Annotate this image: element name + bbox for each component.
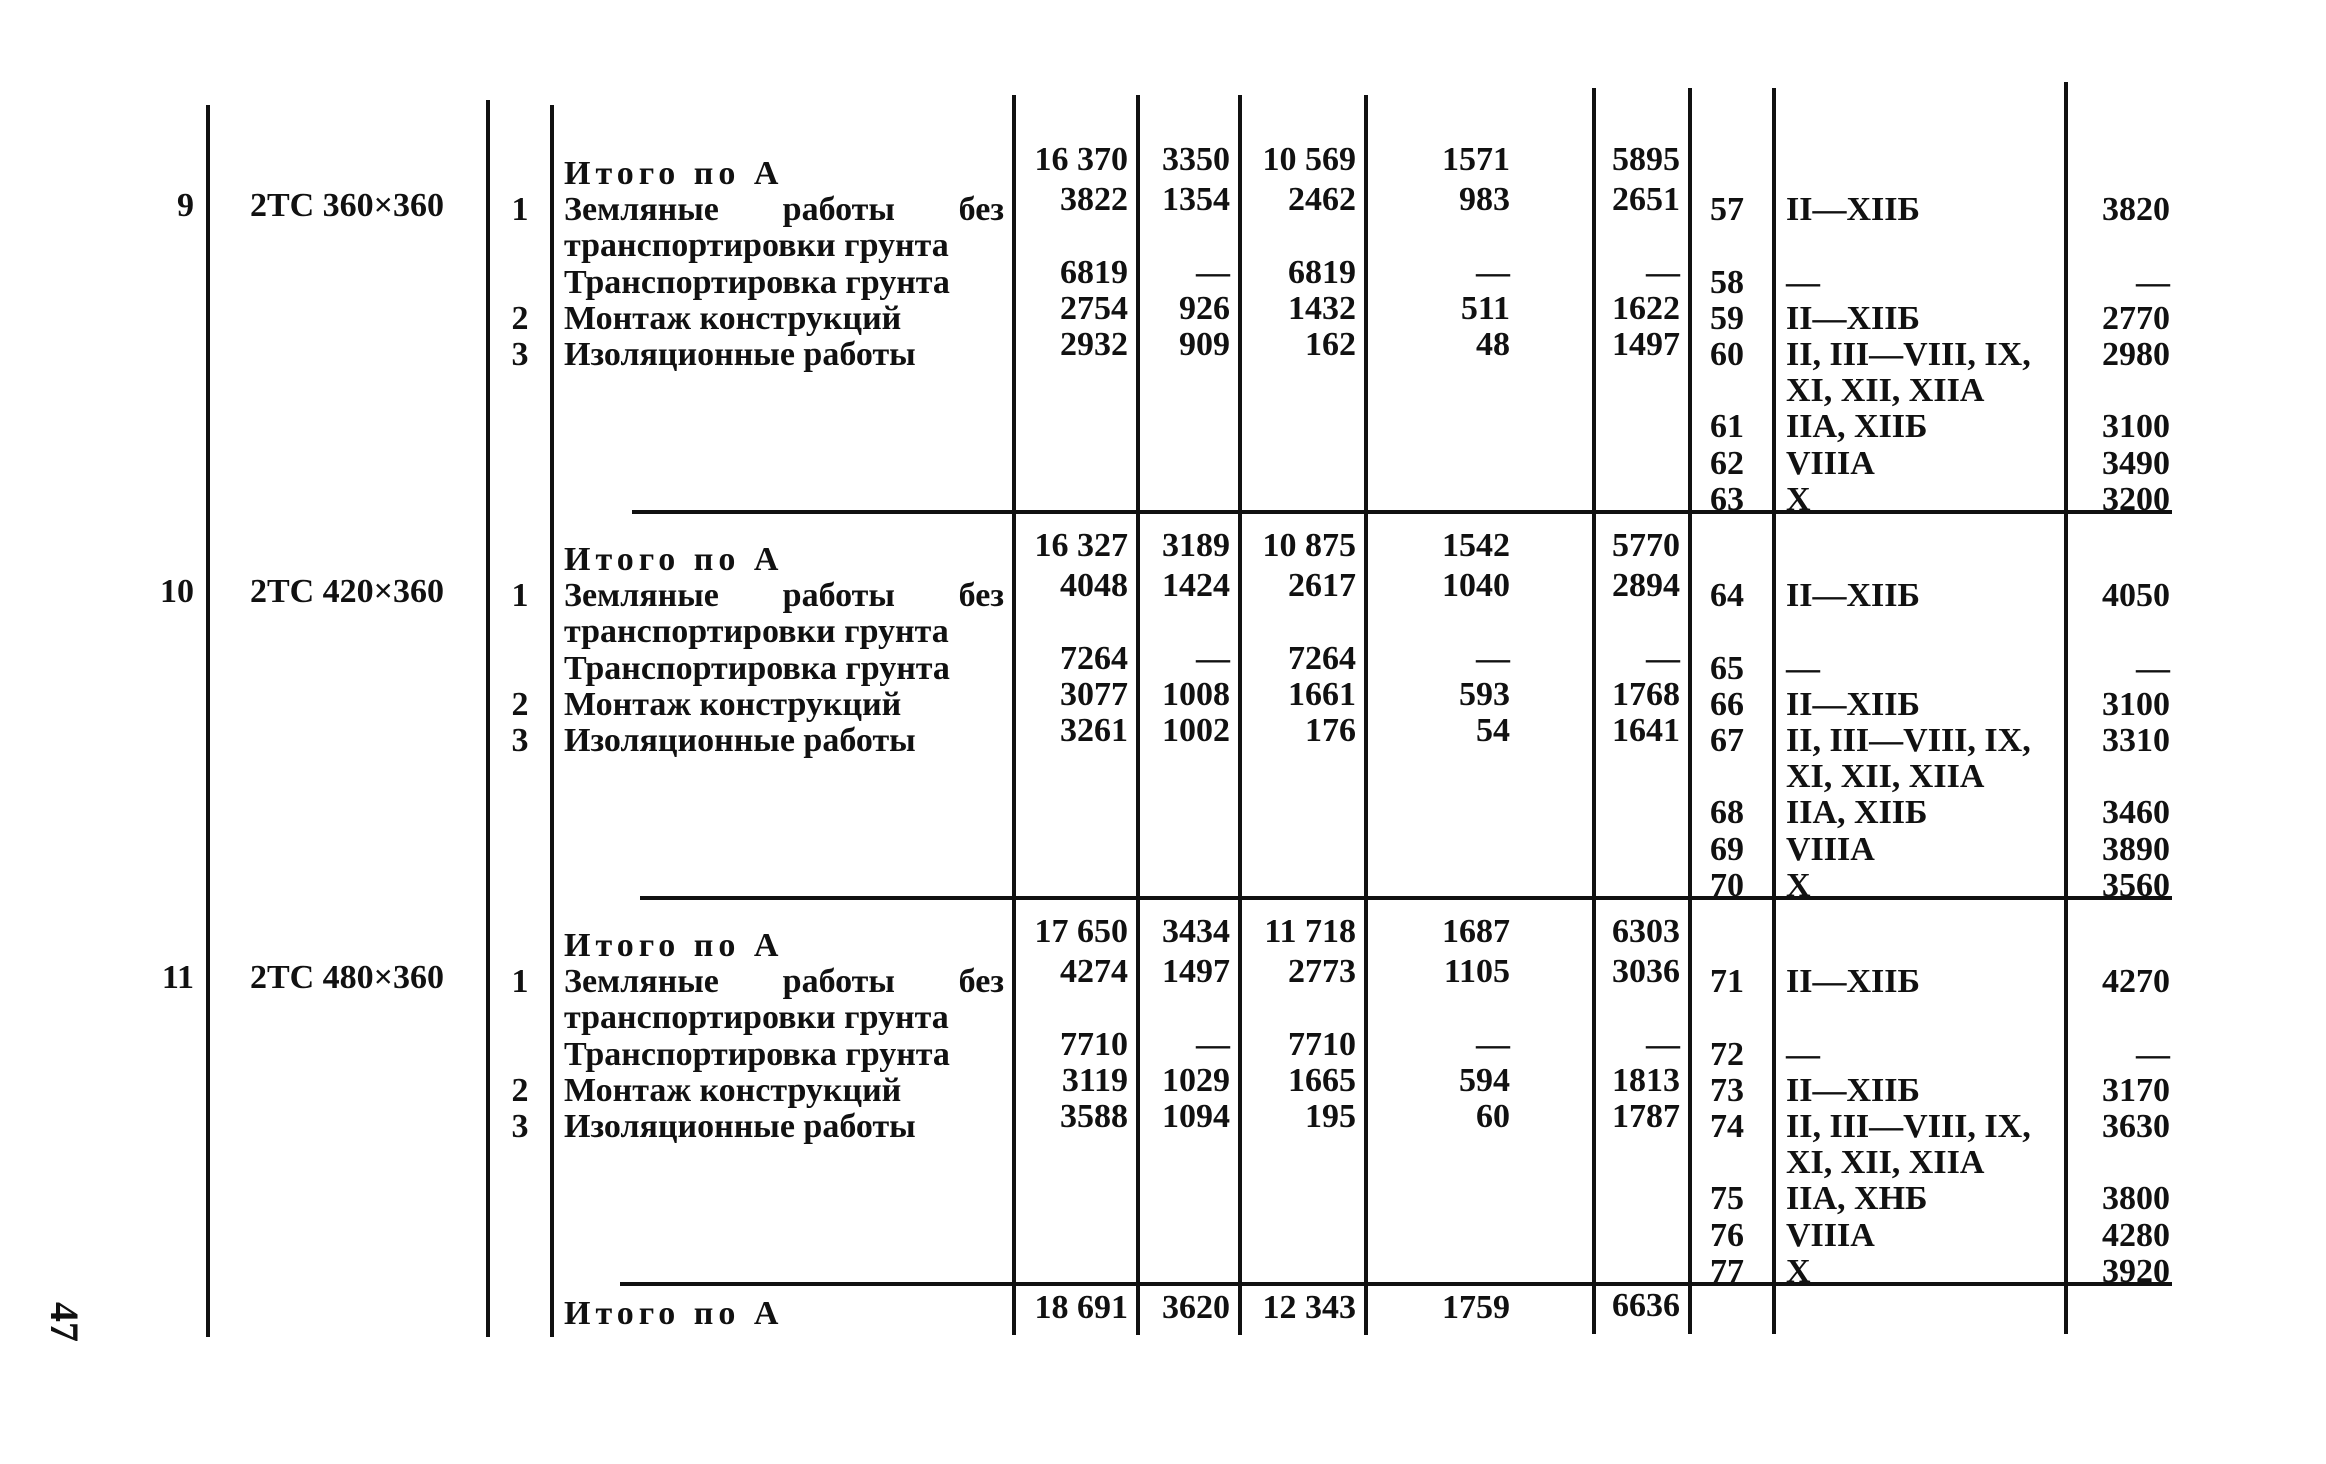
cell-c2: 1029: [1162, 1061, 1230, 1099]
cell-cls: X: [1786, 480, 1811, 518]
cell-c3: 162: [1305, 326, 1356, 363]
cell-val: 3920: [2102, 1252, 2170, 1290]
cell-c5: —: [1646, 253, 1680, 291]
cell-cls: X: [1786, 1252, 1811, 1290]
cell-val: 3630: [2102, 1108, 2170, 1145]
cell-val: —: [2136, 1035, 2170, 1073]
cell-val: 3460: [2102, 794, 2170, 832]
cell-val: 2980: [2102, 336, 2170, 373]
cell-c1: 3261: [1060, 712, 1128, 749]
cell-c3: 7264: [1288, 639, 1356, 677]
cell-val: 3490: [2102, 444, 2170, 482]
cell-cls: —: [1786, 1035, 1820, 1073]
cell-c1: 2932: [1060, 326, 1128, 363]
cell-c4: —: [1476, 253, 1510, 291]
cell-code: 67: [1710, 722, 1744, 759]
final-total-c5: 6636: [1612, 1287, 1680, 1324]
cell-c5: 1787: [1612, 1098, 1680, 1135]
cell-val: 3560: [2102, 866, 2170, 904]
cell-c2: —: [1196, 253, 1230, 291]
cell-cls: IIA, XHБ: [1786, 1180, 1928, 1218]
cell-c4: 1687: [1442, 913, 1510, 950]
cell-cls: —: [1786, 649, 1820, 687]
final-total-c4: 1759: [1442, 1289, 1510, 1326]
cell-c2: 1002: [1162, 712, 1230, 749]
cell-c2: 3434: [1162, 913, 1230, 950]
cell-code: 71: [1710, 963, 1744, 1001]
cell-code: 75: [1710, 1180, 1744, 1218]
cell-code: 74: [1710, 1108, 1744, 1145]
cell-c2: 3189: [1162, 527, 1230, 564]
cell-name: Транспортировка грунта: [564, 263, 950, 301]
cell-val: 3200: [2102, 480, 2170, 518]
cell-val: 4280: [2102, 1216, 2170, 1254]
cell-c3: 6819: [1288, 253, 1356, 291]
cell-c2: 926: [1179, 289, 1230, 327]
cell-cls: X: [1786, 866, 1811, 904]
cell-c4: 60: [1476, 1098, 1510, 1135]
cell-num: 2: [511, 1071, 529, 1109]
table-rule: [550, 105, 554, 1337]
cell-c1: 6819: [1060, 253, 1128, 291]
cell-num: 3: [511, 1108, 529, 1145]
cell-c5: 1622: [1612, 289, 1680, 327]
final-total-c3: 12 343: [1262, 1289, 1356, 1326]
cell-name: транспортировки грунта: [564, 999, 949, 1037]
cell-c5: 2894: [1612, 567, 1680, 605]
final-total-c2: 3620: [1162, 1289, 1230, 1326]
cell-c4: 594: [1459, 1061, 1510, 1099]
cell-code: 64: [1710, 577, 1744, 615]
cell-c3: 1661: [1288, 675, 1356, 713]
cell-code: 57: [1710, 191, 1744, 229]
cell-c1: 3119: [1061, 1061, 1128, 1099]
cell-num: 1: [511, 577, 529, 615]
cell-c5: 5895: [1612, 141, 1680, 178]
cell-name: Земляные работы без: [564, 577, 1004, 615]
cell-c3: 2462: [1288, 181, 1356, 219]
cell-c1: 4274: [1060, 953, 1128, 991]
cell-cls: II—XIIБ: [1786, 191, 1920, 229]
cell-c1: 16 327: [1034, 527, 1128, 564]
cell-c5: —: [1646, 1025, 1680, 1063]
cell-val: 3890: [2102, 830, 2170, 868]
cell-name: Итого по А: [564, 155, 784, 192]
cell-c5: 1768: [1612, 675, 1680, 713]
cell-name: Монтаж конструкций: [564, 685, 902, 723]
cell-c4: 511: [1460, 289, 1510, 327]
cell-code: 65: [1710, 649, 1744, 687]
cell-cls: VIIIA: [1786, 830, 1875, 868]
cell-c4: 983: [1459, 181, 1510, 219]
cell-cls: XI, XII, XIIA: [1786, 372, 1985, 410]
cell-name: Итого по А: [564, 541, 784, 578]
page-number: 47: [42, 1302, 87, 1342]
cell-c2: 1008: [1162, 675, 1230, 713]
cell-name: Земляные работы без: [564, 191, 1004, 229]
cell-code: 61: [1710, 408, 1744, 446]
cell-cls: II—XIIБ: [1786, 1071, 1920, 1109]
cell-num: 3: [511, 722, 529, 759]
final-total-c1: 18 691: [1034, 1289, 1128, 1326]
final-total-label: Итого по А: [564, 1295, 784, 1332]
cell-name: Транспортировка грунта: [564, 649, 950, 687]
group-number: 11: [161, 959, 194, 996]
cell-c3: 2617: [1288, 567, 1356, 605]
cell-name: Транспортировка грунта: [564, 1035, 950, 1073]
cell-c3: 195: [1305, 1098, 1356, 1135]
cell-val: —: [2136, 649, 2170, 687]
cell-code: 76: [1710, 1216, 1744, 1254]
cell-cls: II—XIIБ: [1786, 299, 1920, 337]
cell-cls: IIA, XIIБ: [1786, 794, 1928, 832]
cell-name: Итого по А: [564, 927, 784, 964]
cell-c5: 6303: [1612, 913, 1680, 950]
cell-cls: IIA, XIIБ: [1786, 408, 1928, 446]
cell-code: 66: [1710, 685, 1744, 723]
cell-c1: 3077: [1060, 675, 1128, 713]
cell-c5: 3036: [1612, 953, 1680, 991]
cell-val: —: [2136, 263, 2170, 301]
cell-val: 2770: [2102, 299, 2170, 337]
cell-num: 3: [511, 336, 529, 373]
cell-c3: 176: [1305, 712, 1356, 749]
cell-c4: 1040: [1442, 567, 1510, 605]
cell-val: 3820: [2102, 191, 2170, 229]
table-rule: [486, 100, 490, 1337]
cell-code: 69: [1710, 830, 1744, 868]
cell-c3: 10 569: [1262, 141, 1356, 178]
group-type: 2ТС 420×360: [249, 573, 445, 610]
cell-c1: 17 650: [1034, 913, 1128, 950]
cell-name: транспортировки грунта: [564, 613, 949, 651]
cell-c5: 1813: [1612, 1061, 1680, 1099]
cell-name: Изоляционные работы: [564, 1108, 916, 1145]
cell-val: 3100: [2102, 408, 2170, 446]
cell-c5: 1641: [1612, 712, 1680, 749]
cell-c2: —: [1196, 639, 1230, 677]
cell-num: 2: [511, 299, 529, 337]
cell-c4: 593: [1459, 675, 1510, 713]
cell-name: Монтаж конструкций: [564, 299, 902, 337]
cell-val: 3100: [2102, 685, 2170, 723]
cell-name: Изоляционные работы: [564, 722, 916, 759]
group-type: 2ТС 360×360: [249, 187, 445, 224]
cell-c1: 3822: [1060, 181, 1128, 219]
cell-c5: 1497: [1612, 326, 1680, 363]
cell-c4: 48: [1476, 326, 1510, 363]
cell-c3: 10 875: [1262, 527, 1356, 564]
cell-c2: 1497: [1162, 953, 1230, 991]
cell-cls: VIIIA: [1786, 444, 1875, 482]
cell-name: Монтаж конструкций: [564, 1071, 902, 1109]
cell-c4: 1571: [1442, 141, 1510, 178]
cell-c2: 909: [1179, 326, 1230, 363]
cell-cls: VIIIA: [1786, 1216, 1875, 1254]
cell-cls: II, III—VIII, IX,: [1786, 1108, 2031, 1145]
table-rule: [1772, 88, 1776, 1334]
cell-num: 1: [511, 191, 529, 229]
table-rule: [206, 105, 210, 1337]
cell-val: 4050: [2102, 577, 2170, 615]
cell-c3: 1432: [1288, 289, 1356, 327]
group-number: 10: [160, 573, 194, 610]
cell-c2: 1094: [1162, 1098, 1230, 1135]
cell-cls: II—XIIБ: [1786, 577, 1920, 615]
cell-cls: XI, XII, XIIA: [1786, 758, 1985, 796]
cell-code: 68: [1710, 794, 1744, 832]
table-rule: [1364, 95, 1368, 1335]
cell-c1: 7710: [1060, 1025, 1128, 1063]
cell-name: Земляные работы без: [564, 963, 1004, 1001]
cell-c1: 2754: [1060, 289, 1128, 327]
cell-cls: XI, XII, XIIA: [1786, 1144, 1985, 1182]
cell-name: Изоляционные работы: [564, 336, 916, 373]
cell-c2: 3350: [1162, 141, 1230, 178]
cell-code: 63: [1710, 480, 1744, 518]
cell-code: 58: [1710, 263, 1744, 301]
cell-c1: 3588: [1060, 1098, 1128, 1135]
cell-c4: 1105: [1443, 953, 1510, 991]
cell-c3: 2773: [1288, 953, 1356, 991]
cell-code: 73: [1710, 1071, 1744, 1109]
cell-cls: —: [1786, 263, 1820, 301]
cell-c2: 1354: [1162, 181, 1230, 219]
cell-c4: 54: [1476, 712, 1510, 749]
cell-code: 77: [1710, 1252, 1744, 1290]
group-type: 2ТС 480×360: [249, 959, 445, 996]
cell-c4: —: [1476, 1025, 1510, 1063]
cell-cls: II, III—VIII, IX,: [1786, 336, 2031, 373]
cell-code: 70: [1710, 866, 1744, 904]
cell-val: 4270: [2102, 963, 2170, 1001]
cell-name: транспортировки грунта: [564, 227, 949, 265]
cell-c5: 5770: [1612, 527, 1680, 564]
cell-num: 1: [511, 963, 529, 1001]
cell-c2: 1424: [1162, 567, 1230, 605]
cell-c1: 16 370: [1034, 141, 1128, 178]
cell-c5: 2651: [1612, 181, 1680, 219]
cell-val: 3310: [2102, 722, 2170, 759]
cell-cls: II—XIIБ: [1786, 963, 1920, 1001]
cell-cls: II, III—VIII, IX,: [1786, 722, 2031, 759]
cell-val: 3170: [2102, 1071, 2170, 1109]
cell-c3: 1665: [1288, 1061, 1356, 1099]
cell-code: 59: [1710, 299, 1744, 337]
cell-c4: —: [1476, 639, 1510, 677]
cell-c3: 11 718: [1264, 913, 1356, 950]
cell-code: 72: [1710, 1035, 1744, 1073]
cell-code: 60: [1710, 336, 1744, 373]
cell-c2: —: [1196, 1025, 1230, 1063]
cell-c3: 7710: [1288, 1025, 1356, 1063]
cell-c5: —: [1646, 639, 1680, 677]
group-number: 9: [177, 187, 194, 224]
cell-c4: 1542: [1442, 527, 1510, 564]
cell-c1: 7264: [1060, 639, 1128, 677]
cell-code: 62: [1710, 444, 1744, 482]
cell-num: 2: [511, 685, 529, 723]
cell-val: 3800: [2102, 1180, 2170, 1218]
cell-c1: 4048: [1060, 567, 1128, 605]
cell-cls: II—XIIБ: [1786, 685, 1920, 723]
